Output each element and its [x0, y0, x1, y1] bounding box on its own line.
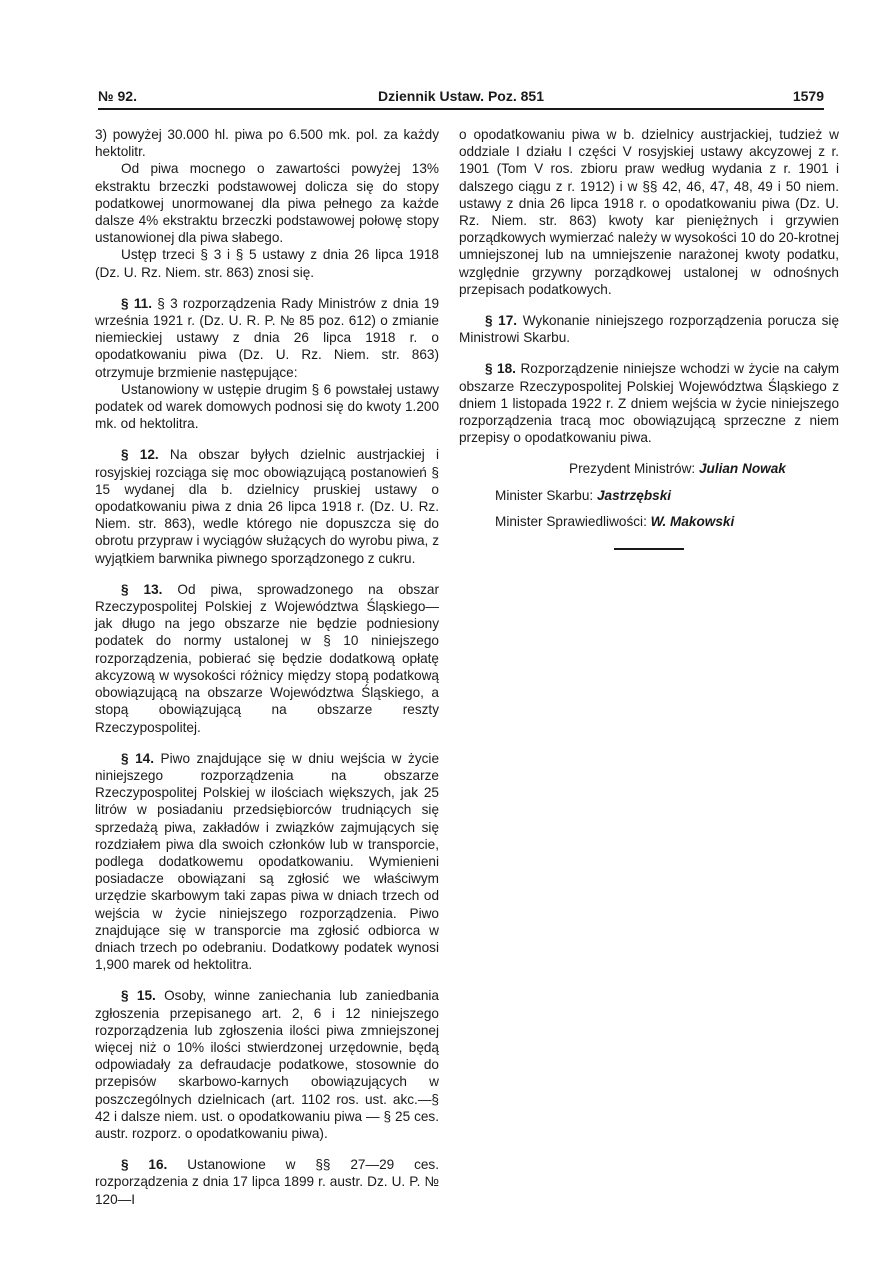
section-14: [95, 750, 439, 974]
end-rule: [614, 548, 684, 550]
paragraph-strong-beer: Od piwa mocnego o zawartości powyżej 13% ekstraktu brzeczki podstawowej dolicza się do stopy podatkowej unormowanej dla piwa pełnego za każde dalsze 4% ekstraktu brzeczki podstawowej połowę stopy ustanowionej dla piwa słabego.: [95, 161, 439, 246]
section-16-text: Ustanowione w §§ 27—29 ces. rozporządzenia z dnia 17 lipca 1899 r. austr. Dz. U. P. № 120—I: [95, 1157, 440, 1207]
section-17-text: Wykonanie niniejszego rozporządzenia porucza się Ministrowi Skarbu.: [459, 313, 840, 346]
section-13-label: § 13.: [121, 581, 163, 597]
section-18-text: Rozporządzenie niniejsze wchodzi w życie na całym obszarze Rzeczypospolitej Polskiej Województwa Śląskiego z dniem 1 listopada 1922 r. Z dniem wejścia w życie niniejszego rozporządzenia tracą moc obowiązującą sprzeczne z niem przepisy o opodatkowaniu piwa.: [459, 361, 840, 446]
right-column: [459, 126, 839, 550]
page-number: 1579: [792, 88, 824, 104]
paragraph-repeal: Ustęp trzeci § 3 i § 5 ustawy z dnia 26 lipca 1918 (Dz. U. Rz. Niem. str. 863) znosi się.: [95, 247, 439, 280]
header-rule: [98, 108, 824, 110]
section-14-label: § 14.: [121, 750, 154, 766]
section-14-text: Piwo znajdujące się w dniu wejścia w życie niniejszego rozporządzenia na obszarze Rzeczypospolitej Polskiej w ilościach większych, jak 25 litrów w posiadaniu przedsiębiorców trudniących się sprzedażą piwa, zakładów i związków zajmujących się rozdziałem piwa dla swoich członków lub w transporcie, podlega dodatkowemu opodatkowaniu. Wymienieni posiadacze obowiązani są zgłosić we właściwym urzędzie skarbowym taki zapas piwa w dniach trzech od wejścia w życie niniejszego rozporządzenia. Piwo znajdujące się w transporcie ma zgłosić odbiorca w dniach trzech po odebraniu. Dodatkowy podatek wynosi 1,900 marek od hektolitra.: [95, 750, 440, 973]
section-18: [459, 360, 839, 446]
section-15: [95, 987, 439, 1142]
section-12-text: Na obszar byłych dzielnic austrjackiej i rosyjskiej rozciąga się moc obowiązującą postanowień § 15 wydanej dla b. dzielnicy pruskiej ustawy o opodatkowaniu piwa z dnia 26 lipca 1918 r. (Dz. U. Rz. Niem. str. 863), wedle którego nie dopuszcza się do obrotu przypraw i wyciągów służących do wyrobu piwa, z wyjątkiem barwnika piwnego sporządzonego z cukru.: [95, 447, 439, 566]
section-16-continuation: o opodatkowaniu piwa w b. dzielnicy austrjackiej, tudzież w oddziale I działu I części V rosyjskiej ustawy akcyzowej z r. 1901 (Tom V ros. zbioru praw według wydania z r. 1901 i dalszego ciągu z r. 1912) i w §§ 42, 46, 47, 48, 49 i 50 niem. ustawy z dnia 26 lipca 1918 r. o opodatkowaniu piwa (Dz. U. Rz. Niem. str. 863) kwoty kar pieniężnych i grzywien porządkowych wymierzać należy w wysokości 10 do 20-krotnej umniejszonej lub na umniejszenie narażonej kwoty podatku, względnie grzywny porządkowej ustalonej w odnośnych przepisach podatkowych.: [459, 127, 839, 297]
section-13: [95, 581, 439, 736]
signature-role: Minister Skarbu:: [495, 487, 594, 503]
section-13-text: Od piwa, sprowadzonego na obszar Rzeczypospolitej Polskiej z Województwa Śląskiego—jak długo na jego obszarze nie będzie podniesiony podatek do normy ustalonej w § 10 niniejszego rozporządzenia, pobierać się będzie dodatkową opłatę akcyzową w wysokości różnicy między stopą podatkową obowiązującą na obszarze Województwa Śląskiego, a stopą obowiązującą na obszarze reszty Rzeczypospolitej.: [95, 581, 439, 735]
signature-role: Minister Sprawiedliwości:: [495, 513, 647, 529]
signature-name: W. Makowski: [650, 513, 735, 529]
section-17: [459, 312, 839, 346]
section-12-label: § 12.: [121, 447, 159, 463]
section-11-text: § 3 rozporządzenia Rady Ministrów z dnia 19 września 1921 r. (Dz. U. R. P. № 85 poz. 612) o zmianie niemieckiej ustawy z dnia 26 lipca 1918 r. o opodatkowaniu piwa (Dz. U. Rz. Niem. str. 863) otrzymuje brzmienie następujące:: [95, 295, 439, 380]
section-16: [95, 1156, 439, 1208]
section-17-label: § 17.: [485, 313, 518, 329]
signature-name: Jastrzębski: [597, 487, 672, 503]
section-11-paragraph-2: Ustanowiony w ustępie drugim § 6 powstałej ustawy podatek od warek domowych podnosi się do kwoty 1.200 mk. od hektolitra.: [95, 381, 439, 432]
section-11-label: § 11.: [121, 295, 152, 311]
signature-prime-minister: [459, 460, 839, 477]
section-15-text: Osoby, winne zaniechania lub zaniedbania zgłoszenia przepisanego art. 2, 6 i 12 niniejszego rozporządzenia lub zgłoszenia ilości piwa zmniejszonej więcej niż o 10% ilości stwierdzonej urzędownie, będą odpowiadały za defraudacje podatkowe, stosownie do przepisów skarbowo-karnych obowiązujących w poszczególnych dzielnicach (art. 1102 ros. ust. akc.—§ 42 i dalsze niem. ust. o opodatkowaniu piwa — § 25 ces. austr. rozporz. o opodatkowaniu piwa).: [95, 988, 439, 1141]
signatures: [459, 460, 839, 550]
section-12: [95, 446, 439, 566]
signature-role: Prezydent Ministrów:: [569, 461, 696, 477]
issue-number: № 92.: [98, 88, 137, 104]
signature-justice-minister: [459, 513, 839, 530]
journal-title: Dziennik Ustaw. Poz. 851: [378, 88, 544, 104]
section-16-label: § 16.: [121, 1157, 168, 1173]
page-header: [98, 88, 824, 108]
signature-treasury-minister: [459, 487, 839, 504]
section-18-label: § 18.: [485, 361, 516, 377]
section-11: [95, 295, 439, 381]
left-column: [95, 126, 439, 1208]
signature-name: Julian Nowak: [698, 461, 786, 477]
section-15-label: § 15.: [121, 988, 156, 1004]
paragraph-rate-3: 3) powyżej 30.000 hl. piwa po 6.500 mk. pol. za każdy hektolitr.: [95, 127, 439, 160]
